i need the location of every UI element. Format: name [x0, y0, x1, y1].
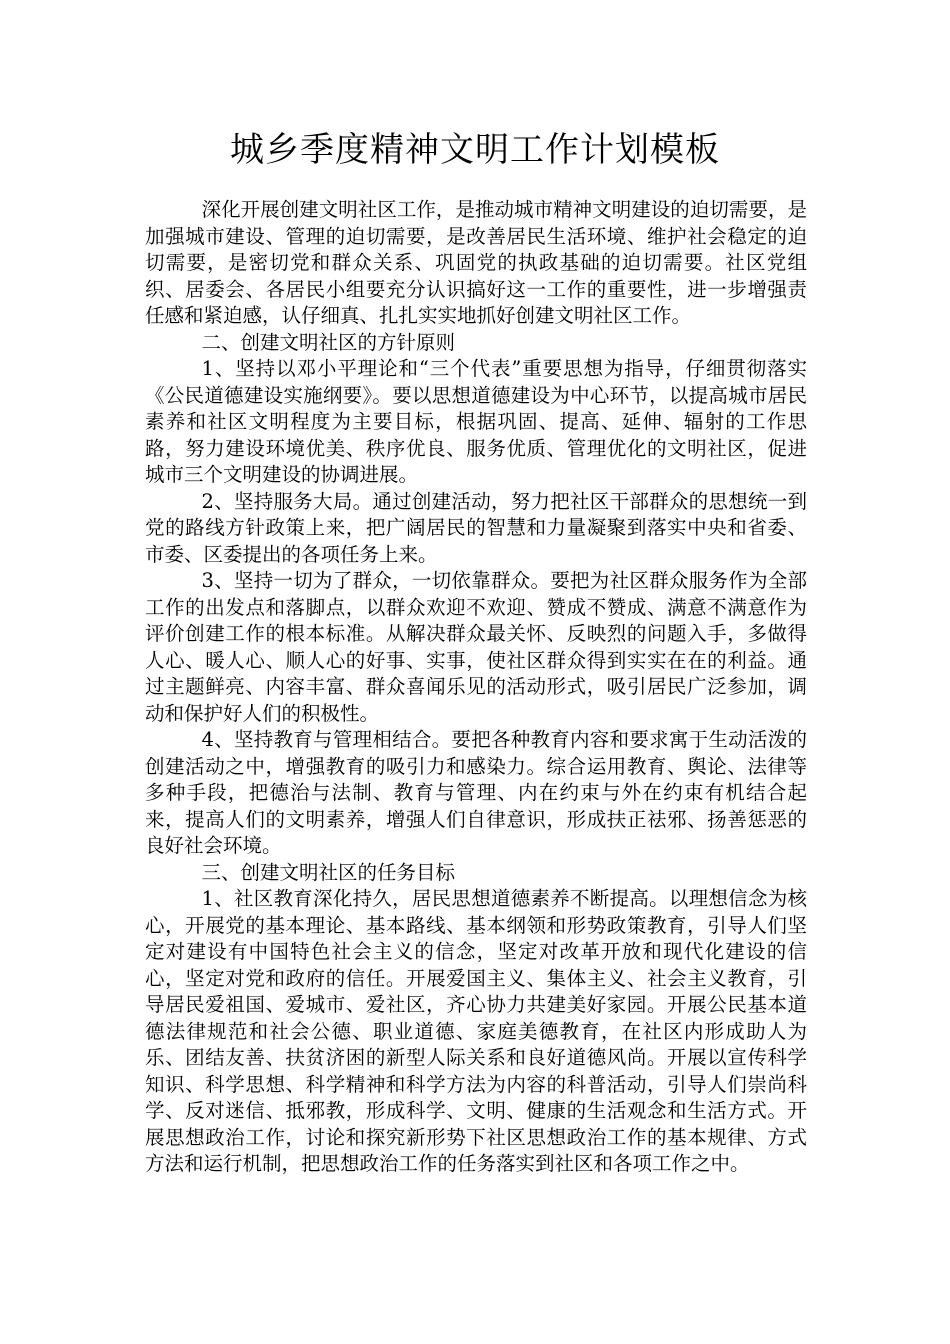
paragraph-principle-3: 3、坚持一切为了群众，一切依靠群众。要把为社区群众服务作为全部工作的出发点和落脚点，以群众欢迎不欢迎、赞成不赞成、满意不满意作为评价创建工作的根本标准。从解决群众最关怀、反映烈的问题入手，多做得人心、暖人心、顺人心的好事、实事，使社区群众得到实实在在的利益。通过主题鲜亮、内容丰富、群众喜闻乐见的活动形式，吸引居民广泛参加，调动和保护好人们的积极性。 [145, 569, 807, 725]
paragraph-principle-2: 2、坚持服务大局。通过创建活动，努力把社区干部群众的思想统一到党的路线方针政策上来，把广阔居民的智慧和力量凝聚到落实中央和省委、市委、区委提出的各项任务上来。 [145, 489, 807, 566]
heading-section-2: 二、创建文明社区的方针原则 [201, 330, 456, 354]
document-body [145, 197, 807, 1178]
heading-section-3: 三、创建文明社区的任务目标 [201, 860, 456, 884]
paragraph-principle-4: 4、坚持教育与管理相结合。要把各种教育内容和要求寓于生动活泼的创建活动之中，增强教育的吸引力和感染力。综合运用教育、舆论、法律等多种手段，把德治与法制、教育与管理、内在约束与外在约束有机结合起来，提高人们的文明素养，增强人们自律意识，形成扶正祛邪、扬善惩恶的良好社会环境。 [145, 728, 807, 857]
document-title: 城乡季度精神文明工作计划模板 [230, 130, 720, 170]
paragraph-goal-1: 1、社区教育深化持久，居民思想道德素养不断提高。以理想信念为核心，开展党的基本理论、基本路线、基本纲领和形势政策教育，引导人们坚定对建设有中国特色社会主义的信念，坚定对改革开放和现代化建设的信心，坚定对党和政府的信任。开展爱国主义、集体主义、社会主义教育，引导居民爱祖国、爱城市、爱社区，齐心协力共建美好家园。开展公民基本道德法律规范和社会公德、职业道德、家庭美德教育，在社区内形成助人为乐、团结友善、扶贫济困的新型人际关系和良好道德风尚。开展以宣传科学知识、科学思想、科学精神和科学方法为内容的科普活动，引导人们崇尚科学、反对迷信、抵邪教，形成科学、文明、健康的生活观念和生活方式。开展思想政治工作，讨论和探究新形势下社区思想政治工作的基本规律、方式方法和运行机制，把思想政治工作的任务落实到社区和各项工作之中。 [145, 887, 807, 1175]
paragraph-principle-1: 1、坚持以邓小平理论和“三个代表”重要思想为指导，仔细贯彻落实《公民道德建设实施纲要》。要以思想道德建设为中心环节，以提高城市居民素养和社区文明程度为主要目标，根据巩固、提高、延伸、辐射的工作思路，努力建设环境优美、秩序优良、服务优质、管理优化的文明社区，促进城市三个文明建设的协调进展。 [145, 357, 807, 486]
paragraph-intro: 深化开展创建文明社区工作，是推动城市精神文明建设的迫切需要，是加强城市建设、管理的迫切需要，是改善居民生活环境、维护社会稳定的迫切需要，是密切党和群众关系、巩固党的执政基础的迫切需要。社区党组织、居委会、各居民小组要充分认识搞好这一工作的重要性，进一步增强责任感和紧迫感，认仔细真、扎扎实实地抓好创建文明社区工作。 [145, 198, 807, 327]
